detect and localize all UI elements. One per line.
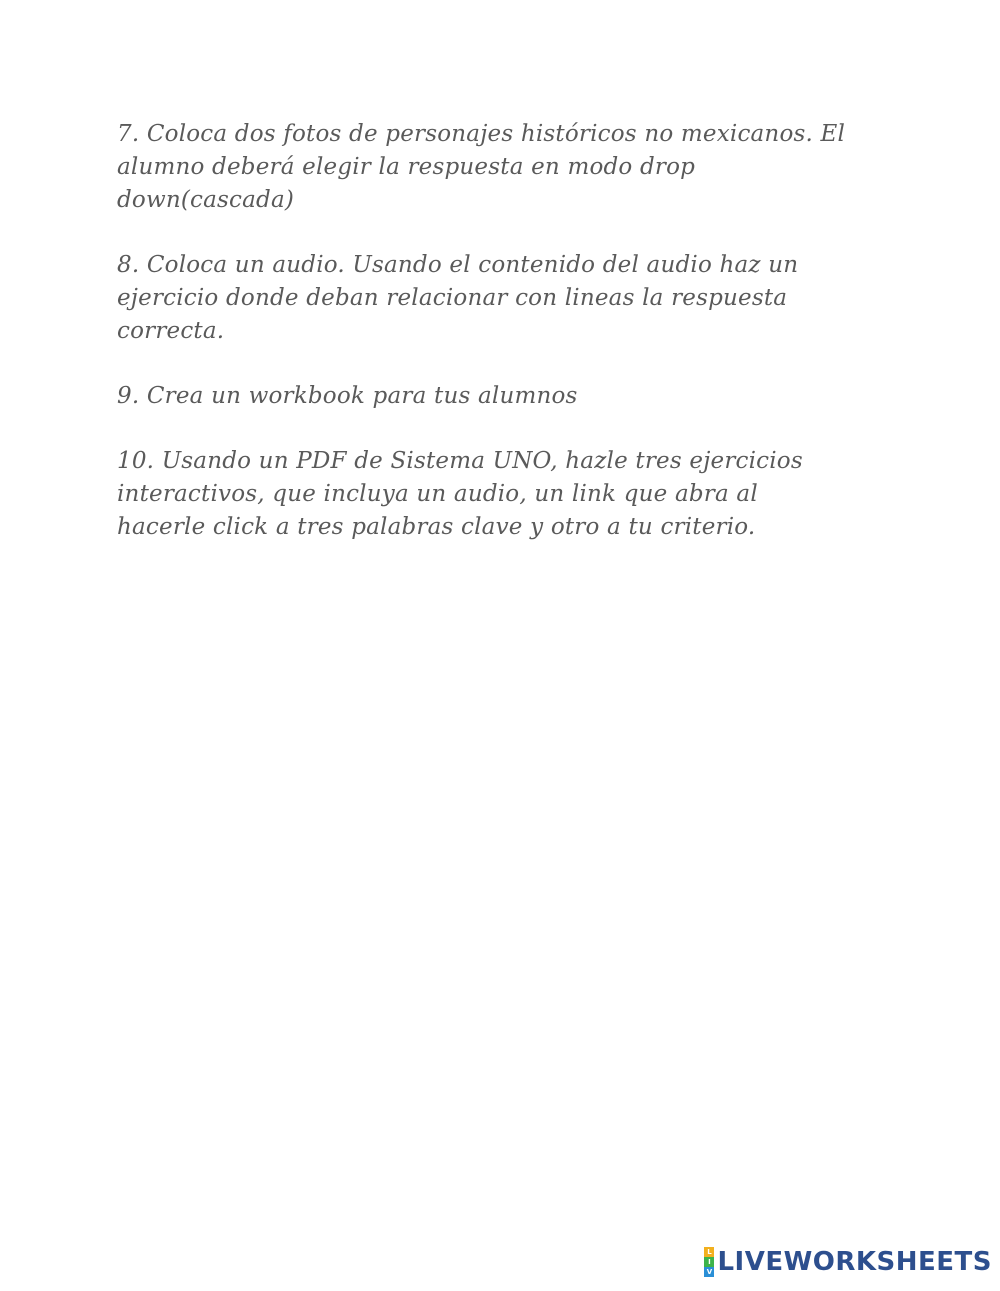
instruction-line: interactivos, que incluya un audio, un link que abra al — [117, 481, 758, 507]
instruction-item-7 — [117, 118, 892, 217]
instruction-item-8 — [117, 249, 892, 348]
instruction-line: correcta. — [117, 318, 225, 344]
liveworksheets-logo-icon — [704, 1247, 714, 1277]
instruction-line: ejercicio donde deban relacionar con lineas la respuesta — [117, 285, 788, 311]
logo-mark-cell: I — [704, 1257, 714, 1267]
instructions-list — [117, 118, 892, 576]
logo-mark-cell: V — [704, 1267, 714, 1277]
instruction-item-10 — [117, 445, 892, 544]
liveworksheets-logo — [704, 1247, 992, 1277]
instruction-line: down(cascada) — [117, 187, 295, 213]
instruction-line: 10. Usando un PDF de Sistema UNO, hazle tres ejercicios — [117, 448, 803, 474]
instruction-line: hacerle click a tres palabras clave y otro a tu criterio. — [117, 514, 756, 540]
logo-text: LIVEWORKSHEETS — [717, 1247, 992, 1277]
logo-mark-cell: L — [704, 1247, 714, 1257]
instruction-line: 7. Coloca dos fotos de personajes históricos no mexicanos. El — [117, 121, 846, 147]
instruction-line: 8. Coloca un audio. Usando el contenido del audio haz un — [117, 252, 799, 278]
instruction-item-9 — [117, 380, 892, 413]
instruction-line: alumno deberá elegir la respuesta en modo drop — [117, 154, 696, 180]
instruction-line: 9. Crea un workbook para tus alumnos — [117, 383, 578, 409]
